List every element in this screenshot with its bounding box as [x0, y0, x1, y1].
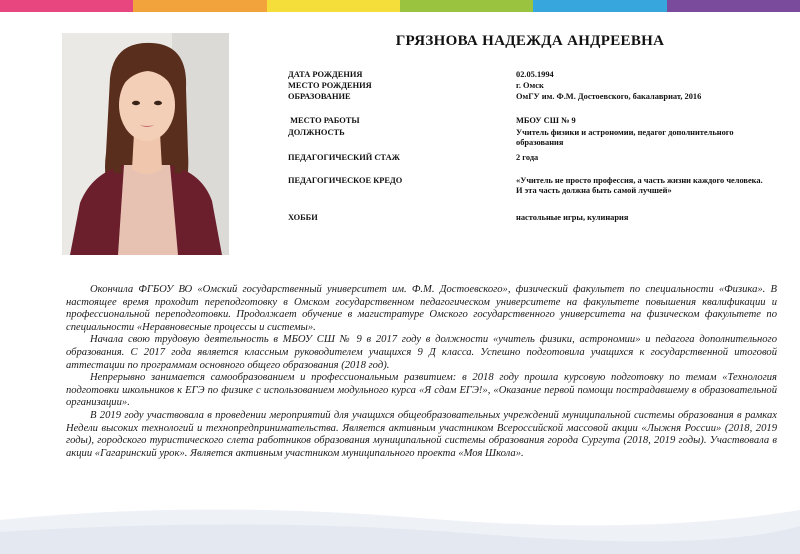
biography-text [66, 284, 777, 460]
info-label: ДАТА РОЖДЕНИЯ [288, 70, 363, 79]
info-value: «Учитель не просто профессия, а часть жизни каждого человека. И эта часть должна быть самой лучшей» [516, 176, 763, 195]
info-label: ОБРАЗОВАНИЕ [288, 92, 351, 101]
info-value: МБОУ СШ № 9 [516, 116, 576, 125]
info-label: ПЕДАГОГИЧЕСКИЙ СТАЖ [288, 153, 400, 162]
decorative-wave [0, 480, 800, 554]
info-row [288, 70, 768, 80]
info-value: Учитель физики и астрономии, педагог дополнительного образования [516, 128, 734, 147]
info-row [288, 176, 768, 196]
info-row [288, 128, 768, 148]
info-value: настольные игры, кулинария [516, 213, 629, 222]
color-stripe [0, 0, 800, 12]
stripe-segment [400, 0, 533, 12]
info-row [288, 116, 768, 126]
info-label: МЕСТО РАБОТЫ [288, 116, 360, 125]
info-label: МЕСТО РОЖДЕНИЯ [288, 81, 372, 90]
person-name: ГРЯЗНОВА НАДЕЖДА АНДРЕЕВНА [395, 33, 665, 49]
info-value: г. Омск [516, 81, 544, 90]
info-value: 2 года [516, 153, 539, 162]
bio-paragraph: Непрерывно занимается самообразованием и профессиональным развитием: в 2018 году прошла курсовую подготовку по темам «Технология подготовки школьников к ЕГЭ по физике с использованием модульного курса «Я сдам ЕГЭ!», «Оказание первой помощи пострадавшему в образовательной организации». [66, 372, 777, 409]
bio-paragraph: Окончила ФГБОУ ВО «Омский государственный университет им. Ф.М. Достоевского», физический факультет по специальности «Физика». В настоящее время проходит переподготовку в Омском государственном педагогическом университете на факультете повышения квалификации и профессиональной переподготовки. Продолжает обучение в магистратуре Омского государственного университета на физическом факультете по специальности «Неравновесные процессы и системы». [66, 284, 777, 333]
stripe-segment [267, 0, 400, 12]
info-label: ДОЛЖНОСТЬ [288, 128, 345, 137]
bio-paragraph: В 2019 году участвовала в проведении мероприятий для учащихся общеобразовательных учреждений муниципальной системы образования в рамках Недели высоких технологий и технопредпринимательства. Является активным участником Всероссийской массовой акции «Лыжня России» (2018, 2019 годы), городского туристического слета работников образования муниципальной системы образования города Сургута (2018, 2019 годы). Участвовала в акции «Гагаринский урок». Является активным участником муниципального проекта «Моя Школа». [66, 409, 777, 459]
info-row [288, 213, 768, 223]
info-label: ХОББИ [288, 213, 318, 222]
portrait-photo [62, 33, 229, 255]
stripe-segment [533, 0, 666, 12]
bio-paragraph: Начала свою трудовую деятельность в МБОУ СШ № 9 в 2017 году в должности «учитель физики, астрономии» и педагога дополнительного образования. С 2017 года является классным руководителем учащихся 9 Д класса. Успешно подготовила учащихся к государственной итоговой аттестации по программам основного общего образования (2018 год). [66, 334, 777, 371]
portrait-illustration [62, 33, 229, 255]
stripe-segment [133, 0, 266, 12]
info-row [288, 92, 768, 102]
info-row [288, 153, 768, 163]
stripe-segment [667, 0, 800, 12]
info-value: 02.05.1994 [516, 70, 554, 79]
info-label: ПЕДАГОГИЧЕСКОЕ КРЕДО [288, 176, 403, 185]
info-row [288, 81, 768, 91]
stripe-segment [0, 0, 133, 12]
info-value: ОмГУ им. Ф.М. Достоевского, бакалавриат, 2016 [516, 92, 702, 101]
